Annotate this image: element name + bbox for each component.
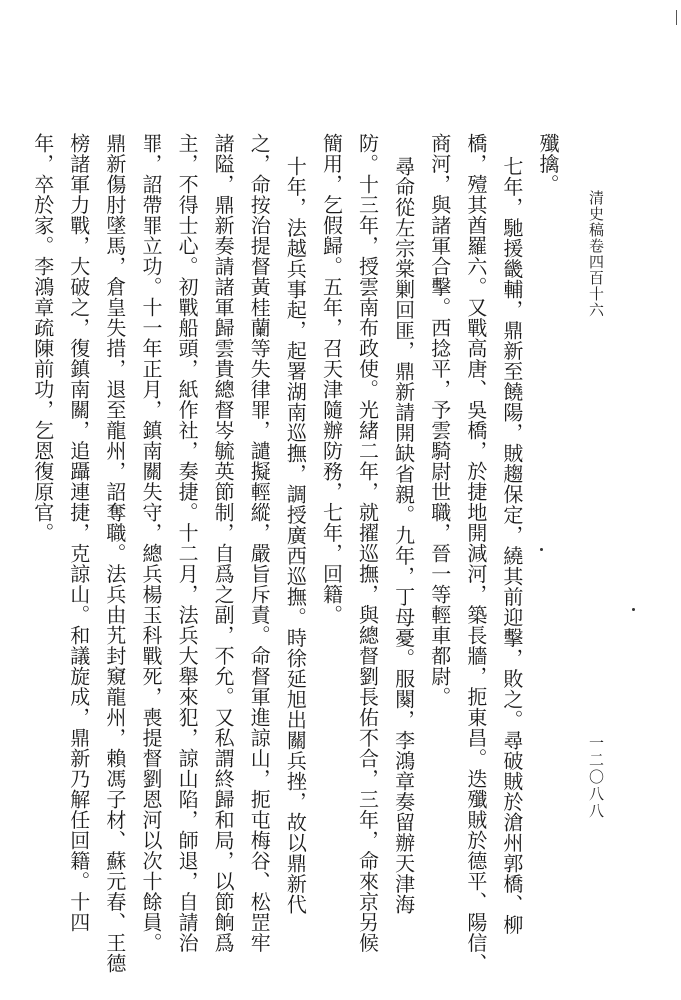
text-column: 橋，殪其酋羅六。又戰高唐、吳橋，於捷地開減河，築長牆，扼東昌。迭殲賊於德平、陽信、 <box>463 133 488 974</box>
text-column: 殲擒。 <box>536 133 560 195</box>
page-number: 一二〇八八 <box>587 735 605 820</box>
text-column: 諸隘，鼎新奏請諸軍歸雲貴總督岑毓英節制，自爲之副，不允。又私謂終歸和局，以節餉爲 <box>211 133 236 953</box>
text-column: 之，命按治提督黃桂蘭等失律罪，譴擬輕縱，嚴旨斥責。命督軍進諒山，扼屯梅谷、松罡牢 <box>247 133 272 953</box>
text-column: 簡用，乞假歸。五年，召天津隨辦防務，七年，回籍。 <box>319 133 344 625</box>
text-column: 防。十三年，授雲南布政使。光緒二年，就擢巡撫，與總督劉長佑不合，三年，命來京另候 <box>355 133 380 953</box>
text-column: 尋命從左宗棠剿回匪，鼎新請開缺省親。九年，丁母憂。服闋，李鴻章奏留辦天津海 <box>391 156 416 915</box>
scan-edge-mark <box>676 10 677 25</box>
text-column: 榜諸軍力戰，大破之，復鎮南關，追躡連捷，克諒山。和議旋成，鼎新乃解任回籍。十四 <box>66 133 91 933</box>
scan-speck <box>632 608 635 611</box>
scan-speck <box>540 548 543 551</box>
text-column: 鼎新傷肘墜馬，倉皇失措，退至龍州，詔奪職。法兵由艽封窺龍州，賴馮子材、蘇元春、王德 <box>102 133 127 974</box>
text-column: 十年，法越兵事起，起署湖南巡撫，調授廣西巡撫。時徐延旭出關兵挫，故以鼎新代 <box>283 156 308 915</box>
text-column: 七年，馳援畿輔，鼎新至饒陽，賊趨保定，繞其前迎擊，敗之。尋破賊於滄州郭橋、柳 <box>499 156 524 935</box>
text-column: 主，不得士心。初戰船頭，紙作社，奏捷。十二月，法兵大舉來犯，諒山陷，師退，自請治 <box>175 133 200 953</box>
text-column: 年，卒於家。李鴻章疏陳前功，乞恩復原官。 <box>30 133 55 543</box>
text-column: 罪，詔帶罪立功。十一年正月，鎮南關失守，總兵楊玉科戰死，喪提督劉恩河以次十餘員。 <box>138 133 163 953</box>
running-header-title: 清史稿卷四百十六 <box>587 190 605 318</box>
text-column: 商河，與諸軍合擊。西捻平，予雲騎尉世職，晉一等輕車都尉。 <box>427 133 452 707</box>
main-text-block <box>25 133 566 974</box>
